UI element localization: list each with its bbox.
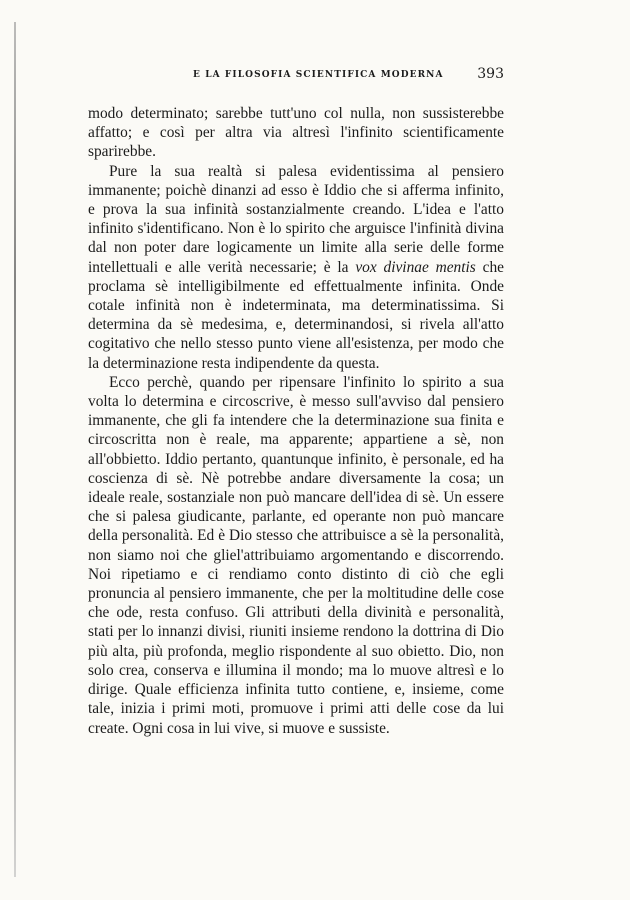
page-number: 393 [477, 66, 504, 82]
running-head: E LA FILOSOFIA SCIENTIFICA MODERNA [193, 70, 444, 80]
paragraph-1: modo determinato; sarebbe tutt'uno col nulla, non sussisterebbe affatto; e così per altra via altresì l'infinito scientificamente sparirebbe. [88, 105, 504, 161]
paragraph-2 [88, 162, 504, 373]
page-scan-edge [14, 22, 16, 877]
paragraph-3: Ecco perchè, quando per ripensare l'infinito lo spirito a sua volta lo determina e circoscrive, è messo sull'avviso dal pensiero immanente, che gli fa intendere che la determinazione sua finita e circoscritta non è reale, ma apparente; appartiene a sè, non all'obbietto. Iddio pertanto, quantunque infinito, è personale, ed ha coscienza di sè. Nè potrebbe andare diversamente la cosa; un ideale reale, sostanziale non può mancare dell'idea di sè. Un essere che si palesa giudicante, parlante, ed operante non può mancare della personalità. Ed è Dio stesso che attribuisce a sè la personalità, non siamo noi che gliel'attribuiamo argomentando e discorrendo. Noi ripetiamo e ci rendiamo conto distinto di ciò che egli pronuncia al pensiero immanente, che per la moltitudine delle cose che ode, resta confuso. Gli attributi della divinità e personalità, stati per lo innanzi divisi, riuniti insieme rendono la dottrina di Dio più alta, più profonda, meglio rispondente al suo obietto. Dio, non solo crea, conserva e illumina il mondo; ma lo muove altresì e lo dirige. Quale efficienza infinita tutto contiene, e, insieme, come tale, inizia i primi moti, promuove i primi atti delle cose da lui create. Ogni cosa in lui vive, si muove e sussiste. [88, 373, 504, 737]
latin-phrase: vox divinae mentis [355, 258, 476, 276]
page-header [88, 66, 504, 88]
paragraph-2-text-b: che proclama sè intelligibilmente ed effettualmente infinita. Onde cotale infinità non è indeterminata, ma determinatissima. Si determina da sè medesima, e, determinandosi, si rivela all'atto cogitativo che nello stesso punto viene all'esistenza, per modo che la determinazione resta indipendente da questa. [88, 258, 504, 372]
page-body [88, 104, 504, 738]
paragraph-2-text-a: Pure la sua realtà si palesa evidentissima al pensiero immanente; poichè dinanzi ad esso è Iddio che si afferma infinito, e prova la sua infinità sostanzialmente creando. L'idea e l'atto infinito s'identificano. Non è lo spirito che arguisce l'infinità divina dal non poter dare logicamente un limite alla serie delle forme intellettuali e alle verità necessarie; è la [88, 162, 504, 276]
